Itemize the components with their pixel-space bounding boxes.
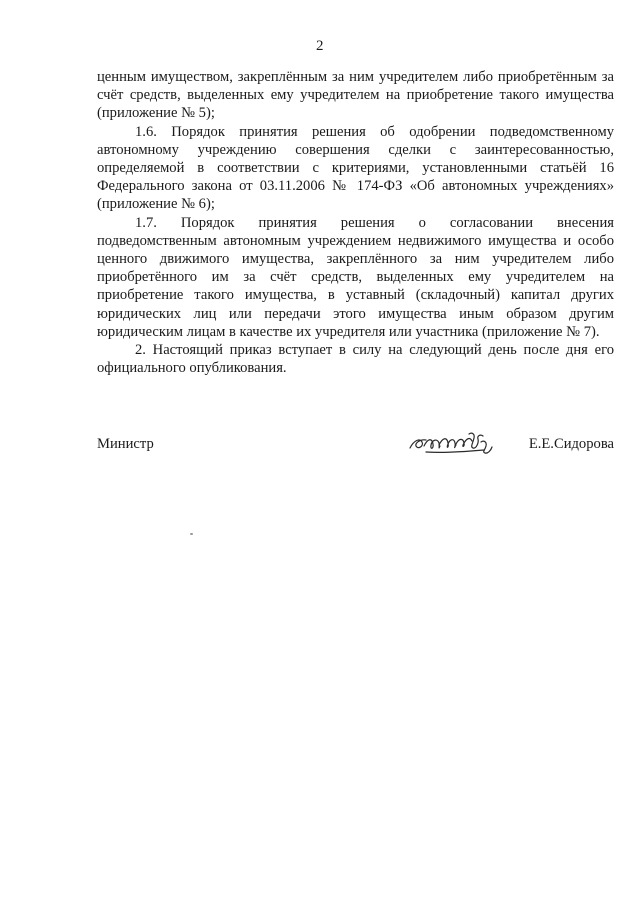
signature-block xyxy=(97,428,614,458)
paragraph-item-1-7: 1.7. Порядок принятия решения о согласовании внесения подведомственным автономным учреждением недвижимого имущества и особо ценного движимого имущества, закреплённого за ним учредителем либо приобретённого им за счёт средств, выделенных ему учредителем на приобретение такого имущества, в уставный (складочный) капитал других юридических лиц или передачи этого имущества иным образом другим юридическим лицам в качестве их учредителя или участника (приложение № 7). xyxy=(97,214,614,340)
document-body xyxy=(97,68,614,377)
handwritten-signature xyxy=(406,428,498,458)
signer-position: Министр xyxy=(97,436,154,452)
paragraph-continuation: ценным имуществом, закреплённым за ним учредителем либо приобретённым за счёт средств, выделенных ему учредителем на приобретение такого имущества (приложение № 5); xyxy=(97,69,614,122)
paragraph-item-2: 2. Настоящий приказ вступает в силу на следующий день после дня его официального опубликования. xyxy=(97,342,614,377)
paragraph-item-1-6: 1.6. Порядок принятия решения об одобрении подведомственному автономному учреждению совершения сделки с заинтересованностью, определяемой в соответствии с критериями, установленными статьёй 16 Федерального закона от 03.11.2006 № 174-ФЗ «Об автономных учреждениях» (приложение № 6); xyxy=(97,123,614,213)
scan-speck xyxy=(190,533,193,535)
signer-name: Е.Е.Сидорова xyxy=(528,436,614,452)
page-number: 2 xyxy=(316,38,324,54)
